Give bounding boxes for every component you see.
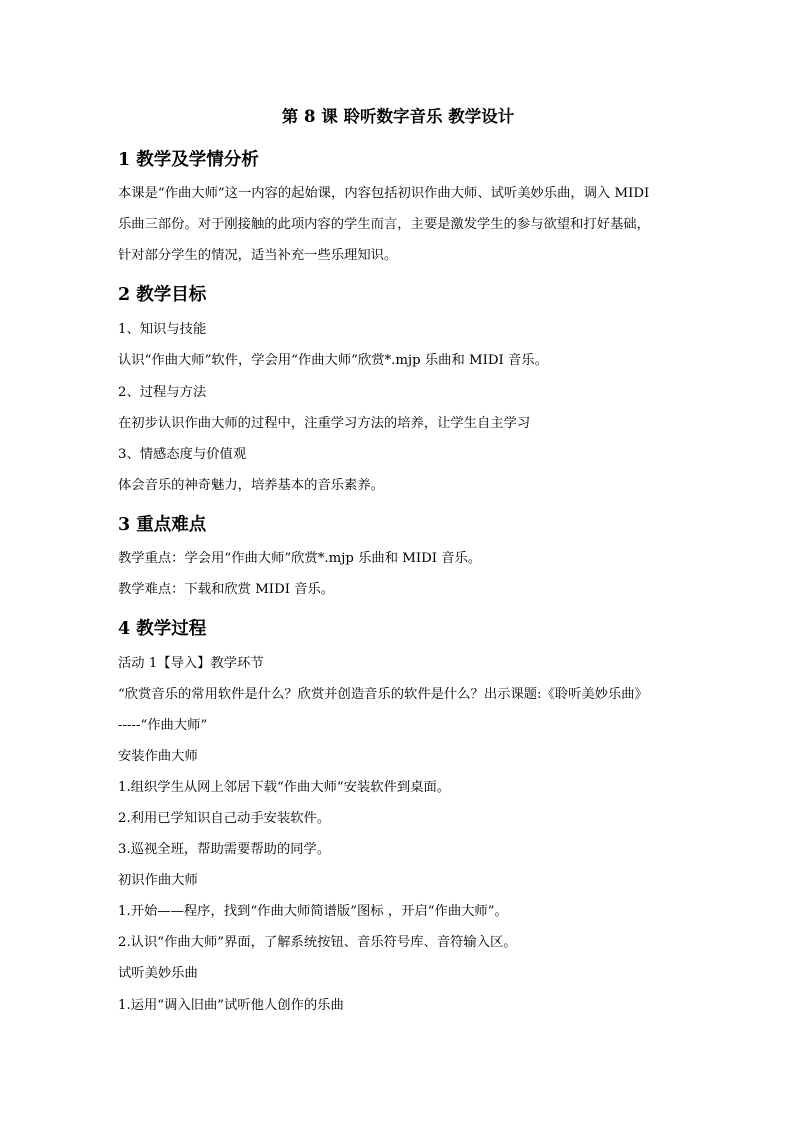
paragraph-line: 教学难点：下载和欣赏 MIDI 音乐。 [118, 582, 335, 597]
section-heading-key-points: 3 重点难点 [118, 515, 207, 535]
paragraph-line: 试听美妙乐曲 [118, 966, 198, 981]
paragraph-line: 针对部分学生的情况，适当补充一些乐理知识。 [118, 248, 398, 263]
paragraph-line: 1.开始——程序，找到“作曲大师简谱版”图标 ，开启“作曲大师”。 [118, 904, 508, 919]
paragraph-line: 安装作曲大师 [118, 749, 198, 764]
paragraph-line: 在初步认识作曲大师的过程中，注重学习方法的培养，让学生自主学习 [118, 416, 531, 431]
paragraph-line: 教学重点：学会用“作曲大师”欣赏*.mjp 乐曲和 MIDI 音乐。 [118, 551, 482, 566]
section-heading-objectives: 2 教学目标 [118, 285, 207, 305]
document-page [118, 0, 678, 1123]
paragraph-line: 认识“作曲大师”软件，学会用“作曲大师”欣赏*.mjp 乐曲和 MIDI 音乐。 [118, 353, 548, 368]
document-title: 第 8 课 聆听数字音乐 教学设计 [281, 107, 515, 126]
paragraph-line: 活动 1【导入】教学环节 [118, 656, 264, 671]
paragraph-line: 1.运用“调入旧曲”试听他人创作的乐曲 [118, 998, 344, 1013]
paragraph-line: “欣赏音乐的常用软件是什么？欣赏并创造音乐的软件是什么？出示课题:《聆听美妙乐曲》 [118, 687, 648, 702]
section-heading-process: 4 教学过程 [118, 619, 207, 639]
paragraph-line: 2.利用已学知识自己动手安装软件。 [118, 811, 331, 826]
paragraph-line: 2.认识“作曲大师”界面，了解系统按钮、音乐符号库、音符输入区。 [118, 935, 517, 950]
paragraph-line: 1、知识与技能 [118, 322, 207, 337]
section-heading-analysis: 1 教学及学情分析 [118, 150, 259, 170]
paragraph-line: 3.巡视全班，帮助需要帮助的同学。 [118, 842, 331, 857]
paragraph-line: 乐曲三部份。对于刚接触的此项内容的学生而言，主要是激发学生的参与欲望和打好基础， [118, 217, 650, 232]
paragraph-line: 本课是“作曲大师”这一内容的起始课，内容包括初识作曲大师、试听美妙乐曲，调入 MIDI [118, 186, 650, 201]
paragraph-line: 体会音乐的神奇魅力，培养基本的音乐素养。 [118, 478, 384, 493]
paragraph-line: -----“作曲大师” [118, 718, 208, 733]
paragraph-line: 初识作曲大师 [118, 873, 198, 888]
paragraph-line: 1.组织学生从网上邻居下载“作曲大师”安装软件到桌面。 [118, 780, 451, 795]
paragraph-line: 2、过程与方法 [118, 385, 207, 400]
paragraph-line: 3、情感态度与价值观 [118, 447, 247, 462]
